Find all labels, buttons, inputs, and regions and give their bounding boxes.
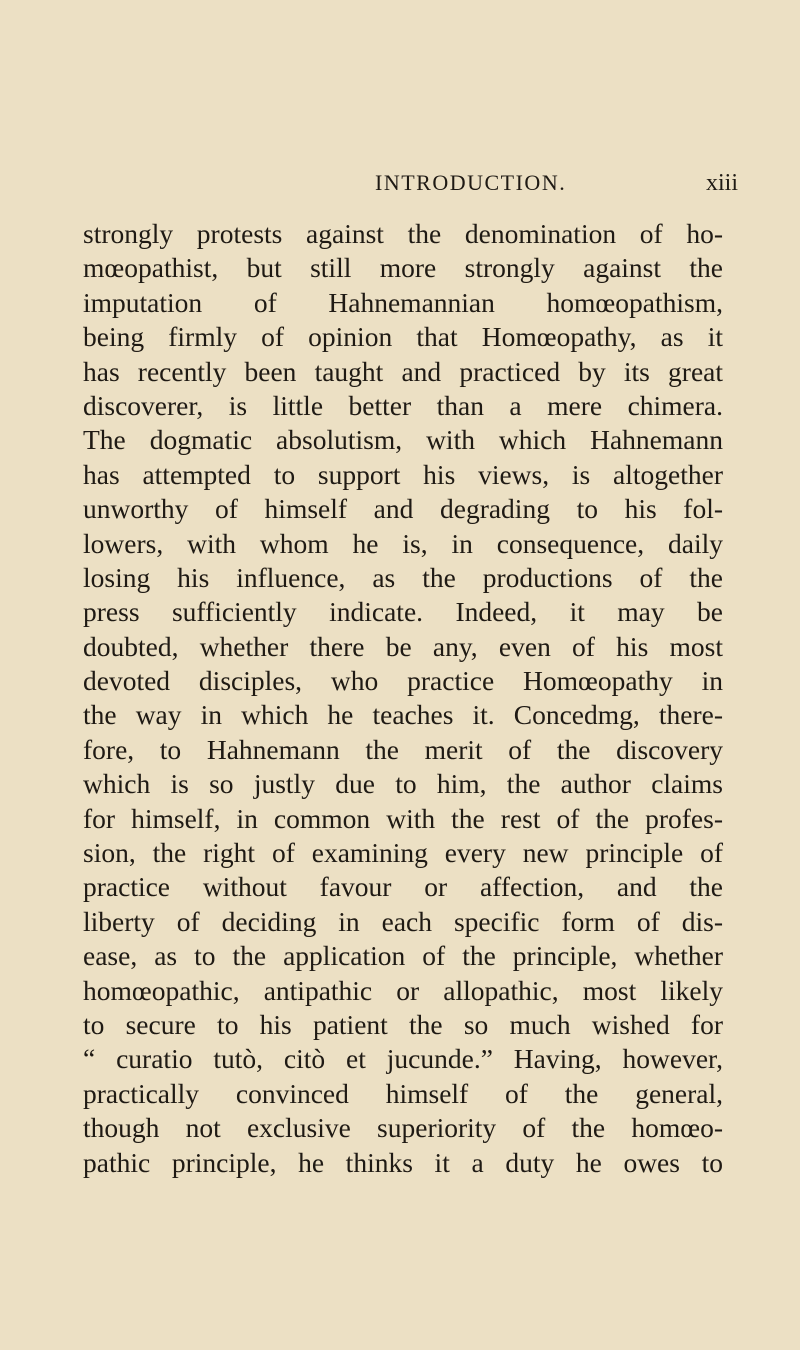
text-line: “ curatio tutò, citò et jucunde.” Having, however, <box>83 1043 723 1075</box>
text-line: discoverer, is little better than a mere chimera. <box>83 389 723 421</box>
text-line: fore, to Hahnemann the merit of the discovery <box>83 733 723 765</box>
text-line: The dogmatic absolutism, with which Hahnemann <box>83 424 723 456</box>
text-line: being firmly of opinion that Homœopathy, as it <box>83 321 723 353</box>
text-line: for himself, in common with the rest of the profes- <box>83 802 723 834</box>
text-line: to secure to his patient the so much wished for <box>83 1008 723 1040</box>
text-line: strongly protests against the denomination of ho- <box>83 218 723 249</box>
text-line: unworthy of himself and degrading to his fol- <box>83 493 723 525</box>
text-line: mœopathist, but still more strongly against the <box>83 252 723 284</box>
text-line: has attempted to support his views, is altogether <box>83 458 723 490</box>
page-header <box>0 170 800 200</box>
text-line: has recently been taught and practiced by its great <box>83 355 723 387</box>
text-line: practice without favour or affection, and the <box>83 871 723 903</box>
running-head: INTRODUCTION. <box>375 170 567 195</box>
text-line: though not exclusive superiority of the homœo- <box>83 1112 723 1144</box>
text-line: sion, the right of examining every new principle of <box>83 837 723 869</box>
text-line: ease, as to the application of the principle, whether <box>83 940 723 972</box>
text-line: pathic principle, he thinks it a duty he owes to <box>83 1146 723 1178</box>
body-text <box>83 217 723 1180</box>
text-line: practically convinced himself of the general, <box>83 1077 723 1109</box>
text-line: which is so justly due to him, the author claims <box>83 768 723 800</box>
text-line: losing his influence, as the productions of the <box>83 561 723 593</box>
text-line: doubted, whether there be any, even of his most <box>83 630 723 662</box>
page-number: xiii <box>706 170 739 196</box>
text-line: press sufficiently indicate. Indeed, it may be <box>83 596 723 628</box>
text-line: the way in which he teaches it. Concedmg, there- <box>83 699 723 731</box>
text-line: liberty of deciding in each specific form of dis- <box>83 905 723 937</box>
text-line: imputation of Hahnemannian homœopathism, <box>83 286 723 318</box>
text-line: homœopathic, antipathic or allopathic, most likely <box>83 974 723 1006</box>
text-line: devoted disciples, who practice Homœopathy in <box>83 665 723 697</box>
text-line: lowers, with whom he is, in consequence, daily <box>83 527 723 559</box>
